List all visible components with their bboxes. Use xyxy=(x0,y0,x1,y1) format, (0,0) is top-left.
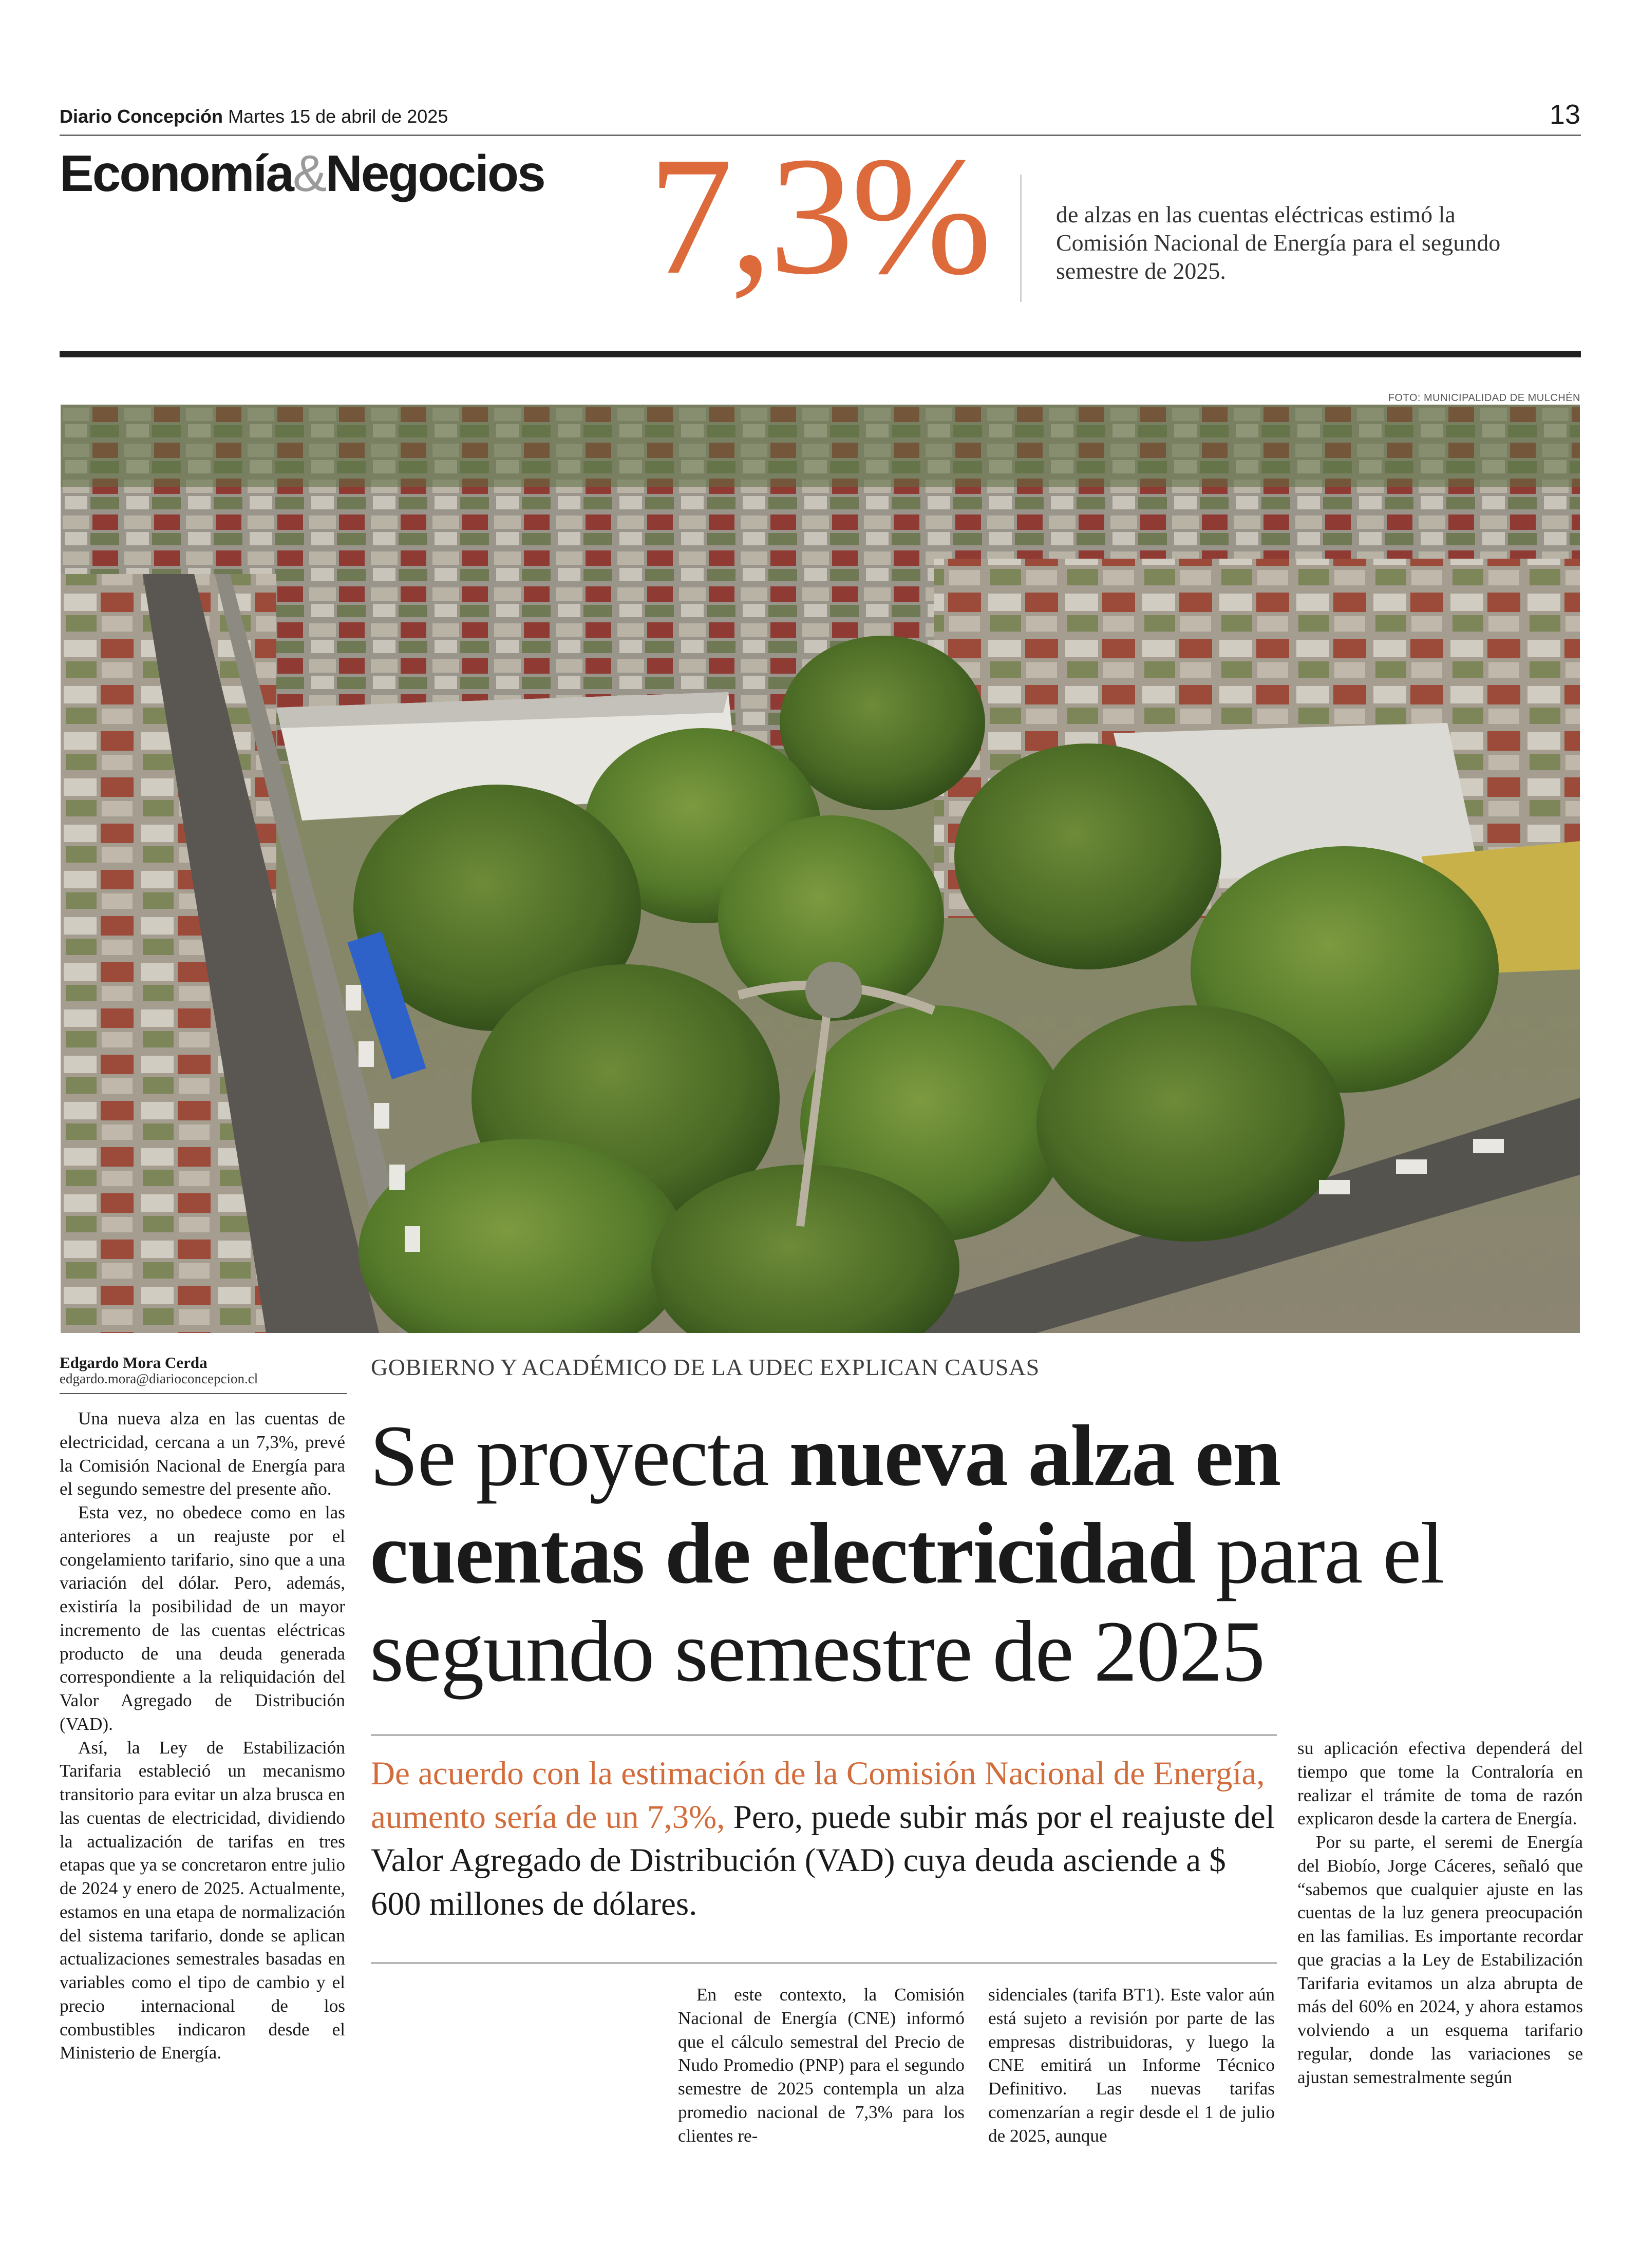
byline-rule xyxy=(60,1393,347,1394)
newspaper-name: Diario Concepción xyxy=(60,106,223,127)
deck xyxy=(371,1752,1277,1926)
deck-bottom-rule xyxy=(371,1962,1277,1964)
aerial-town-photo xyxy=(61,405,1580,1333)
kicker: GOBIERNO Y ACADÉMICO DE LA UDEC EXPLICAN CAUSAS xyxy=(371,1354,1040,1380)
highlight-divider xyxy=(1020,175,1022,302)
headline-part-2: para el segundo semestre de 2025 xyxy=(370,1505,1444,1700)
article-column-3 xyxy=(988,1983,1275,2147)
section-divider xyxy=(60,351,1581,357)
column-2-paragraph-1: En este contexto, la Comisión Nacional de Energía (CNE) informó que el cálculo semestral del Precio de Nudo Promedio (PNP) para el segundo semestre de 2025 contempla un alza promedio nacional de 7,3% para los clientes re- xyxy=(678,1985,965,2146)
byline-name: Edgardo Mora Cerda xyxy=(60,1354,208,1371)
highlight-caption: de alzas en las cuentas eléctricas estimó la Comisión Nacional de Energía para el segundo semestre de 2025. xyxy=(1056,201,1501,284)
column-3-paragraph-1: sidenciales (tarifa BT1). Este valor aún está sujeto a revisión por parte de las empresas distribuidoras, y luego la CNE emitirá un Informe Técnico Definitivo. Las nuevas tarifas comenzarían a regir desde el 1 de julio de 2025, aunque xyxy=(988,1985,1275,2146)
deck-top-rule xyxy=(371,1735,1277,1736)
column-4-paragraph-2: Por su parte, el seremi de Energía del Biobío, Jorge Cáceres, señaló que “sabemos que cualquier ajuste en las cuentas de la luz genera preocupación en las familias. Es importante recordar que gracias a la Ley de Estabilización Tarifaria evitamos un alza abrupta de más del 60% en 2024, y ahora estamos volviendo a un esquema tarifario regular, donde las variaciones se ajustan semestralmente según xyxy=(1297,1832,1583,2087)
column-1-paragraph-1: Una nueva alza en las cuentas de electricidad, cercana a un 7,3%, prevé la Comisión Nacional de Energía para el segundo semestre del presente año. xyxy=(60,1408,345,1499)
article-column-4 xyxy=(1297,1737,1583,2089)
issue-date: Martes 15 de abril de 2025 xyxy=(228,106,448,127)
section-title-part2: Negocios xyxy=(325,145,544,202)
aerial-photo-illustration xyxy=(61,405,1580,1333)
headline-part-1: Se proyecta xyxy=(370,1407,789,1504)
section-title-part1: Economía xyxy=(60,145,293,202)
column-1-paragraph-2: Esta vez, no obedece como en las anteriores a un reajuste por el congelamiento tarifario, sino que a una variación del dólar. Pero, además, existiría la posibilidad de un mayor incremento de las cuentas eléctricas producto de una deuda generada correspondiente a la reliquidación del Valor Agregado de Distribución (VAD). xyxy=(60,1502,345,1734)
column-1-paragraph-3: Así, la Ley de Estabilización Tarifaria estableció un mecanismo transitorio para evitar un alza brusca en las cuentas de electricidad, dividiendo la actualización de tarifas en tres etapas que ya se concretaron entre julio de 2024 y enero de 2025. Actualmente, estamos en una etapa de normalización del sistema tarifario, donde se aplican actualizaciones semestrales basadas en variables como el tipo de cambio y el precio internacional de los combustibles indicaron desde el Ministerio de Energía. xyxy=(60,1737,345,2063)
page-number: 13 xyxy=(1549,99,1580,130)
section-title-ampersand: & xyxy=(292,145,326,202)
byline-email: edgardo.mora@diarioconcepcion.cl xyxy=(60,1371,258,1386)
masthead xyxy=(60,106,448,127)
deck-text: Pero, puede subir más por el reajuste del Valor Agregado de Distribución (VAD) cuya deuda asciende a $ 600 millones de dólares. xyxy=(371,1798,1275,1922)
column-4-paragraph-1: su aplicación efectiva dependerá del tiempo que tome la Contraloría en realizar el trámite de toma de razón explicaron desde la cartera de Energía. xyxy=(1297,1738,1583,1829)
headline-bold: nueva alza en cuentas de electricidad xyxy=(370,1407,1280,1602)
headline xyxy=(370,1407,1572,1700)
section-title xyxy=(60,147,544,201)
photo-credit: FOTO: MUNICIPALIDAD DE MULCHÉN xyxy=(1388,392,1580,404)
article-column-2 xyxy=(678,1983,965,2147)
highlight-figure: 7,3% xyxy=(648,122,989,310)
article-column-1 xyxy=(60,1407,345,2065)
deck-highlight: De acuerdo con la estimación de la Comisión Nacional de Energía, aumento sería de un 7,3%, xyxy=(371,1755,1265,1836)
